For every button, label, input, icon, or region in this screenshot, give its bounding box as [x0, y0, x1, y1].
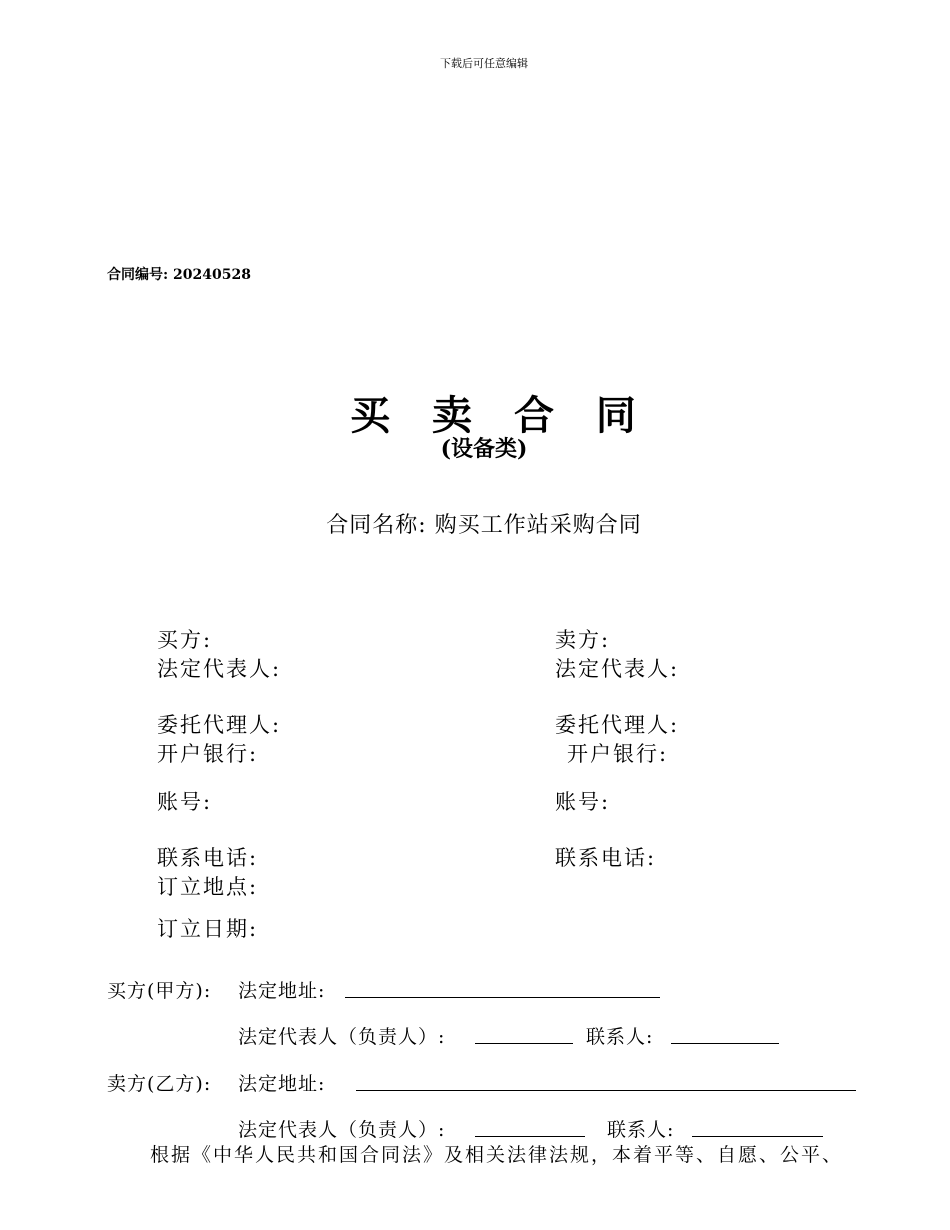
seller-agent-label: 委托代理人:: [555, 713, 680, 737]
party-b-rep-blank[interactable]: [475, 1136, 585, 1137]
seller-party-label: 卖方:: [555, 628, 611, 652]
buyer-account-label: 账号:: [157, 790, 213, 814]
party-a-address-blank[interactable]: [345, 997, 660, 998]
party-a-label: 买方(甲方):: [107, 980, 212, 1002]
party-b-address-label: 法定地址:: [238, 1073, 326, 1095]
party-a-rep-blank[interactable]: [475, 1043, 573, 1044]
sign-place-label: 订立地点:: [157, 875, 259, 899]
party-b-label: 卖方(乙方):: [107, 1073, 212, 1095]
contract-title: 买 卖 合 同: [350, 392, 650, 439]
seller-phone-label: 联系电话:: [555, 846, 657, 870]
opening-paragraph: 根据《中华人民共和国合同法》及相关法律法规，本着平等、自愿、公平、: [150, 1144, 844, 1166]
buyer-agent-label: 委托代理人:: [157, 713, 282, 737]
party-a-address-label: 法定地址:: [238, 980, 326, 1002]
seller-bank-label: 开户银行:: [567, 742, 669, 766]
seller-legal-rep-label: 法定代表人:: [555, 657, 680, 681]
party-a-contact-blank[interactable]: [671, 1043, 779, 1044]
header-note: 下载后可任意编辑: [440, 57, 528, 70]
party-a-rep-label: 法定代表人（负责人）:: [238, 1026, 446, 1048]
buyer-legal-rep-label: 法定代表人:: [157, 657, 282, 681]
buyer-bank-label: 开户银行:: [157, 742, 259, 766]
buyer-phone-label: 联系电话:: [157, 846, 259, 870]
contract-number: 合同编号: 20240528: [107, 267, 251, 283]
party-b-contact-label: 联系人:: [607, 1119, 675, 1141]
seller-account-label: 账号:: [555, 790, 611, 814]
party-b-rep-label: 法定代表人（负责人）:: [238, 1119, 446, 1141]
buyer-party-label: 买方:: [157, 628, 213, 652]
party-b-address-blank[interactable]: [356, 1090, 856, 1091]
sign-date-label: 订立日期:: [157, 917, 259, 941]
contract-subtitle: (设备类): [440, 436, 528, 462]
party-b-contact-blank[interactable]: [692, 1136, 823, 1137]
party-a-contact-label: 联系人:: [586, 1026, 654, 1048]
contract-name: 合同名称: 购买工作站采购合同: [326, 513, 642, 538]
